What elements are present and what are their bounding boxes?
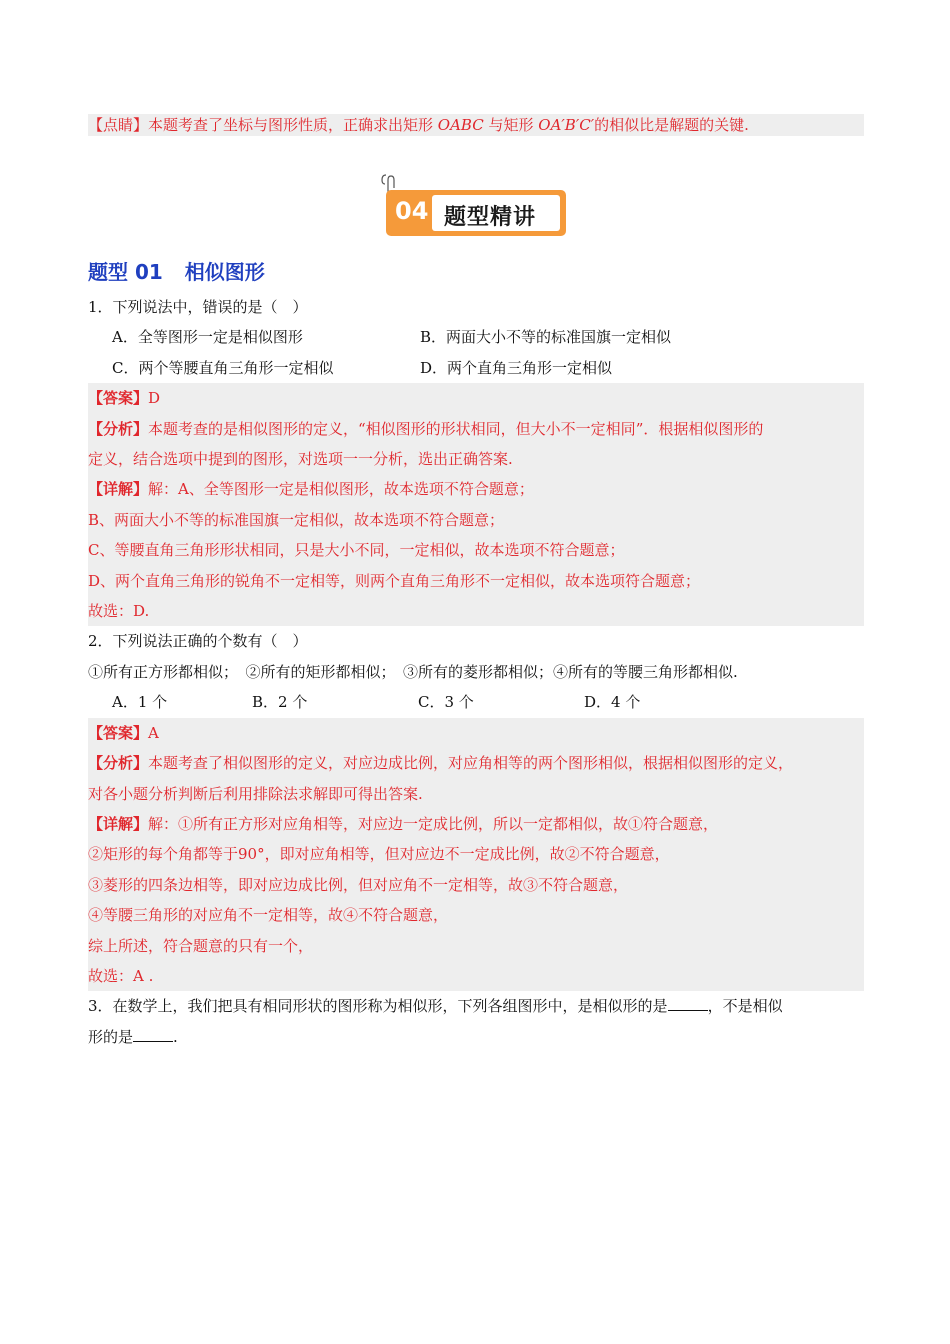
q1-detail-tag: 【详解】 (88, 480, 149, 499)
key-point-box (88, 114, 864, 136)
q2-detail-1: 解：①所有正方形对应角相等，对应边一定成比例，所以一定都相似，故①符合题意， (148, 814, 719, 833)
q2-detail-tag: 【详解】 (88, 814, 149, 833)
q2-answer-tag: 【答案】 (88, 723, 149, 742)
q1-detail-1: 解：A、全等图形一定是相似图形，故本选项不符合题意； (148, 480, 534, 499)
q2-stem: 2．下列说法正确的个数有（ ） (88, 632, 308, 651)
banner-box (386, 190, 566, 236)
section-heading (88, 252, 864, 292)
banner-title-box (432, 195, 560, 231)
q1-detail-3: C、等腰直角三角形形状相同，只是大小不同，一定相似，故本选项不符合题意； (88, 541, 625, 560)
q1-stem: 1．下列说法中，错误的是（ ） (88, 298, 308, 316)
q2-detail-6: 故选：A . (88, 966, 154, 985)
q1-detail-5: 故选：D. (88, 602, 150, 621)
q2-option-b: B．2 个 (252, 693, 308, 712)
page-content (88, 114, 864, 1052)
q1-option-d: D．两个直角三角形一定相似 (420, 358, 613, 377)
q3-stem-b: ，不是相似 (707, 997, 783, 1016)
q1-solution (88, 383, 864, 626)
key-point-text-1: 本题考查了坐标与图形性质，正确求出矩形 (148, 116, 438, 134)
section-title: 相似图形 (184, 260, 265, 284)
q2-detail-4: ④等腰三角形的对应角不一定相等，故④不符合题意， (88, 906, 449, 925)
q2-detail-2: ②矩形的每个角都等于90°，即对应角相等，但对应边不一定成比例，故②不符合题意， (88, 845, 670, 864)
q3-stem-a: 3．在数学上，我们把具有相同形状的图形称为相似形，下列各组图形中，是相似形的是 (88, 997, 668, 1016)
banner-title: 题型精讲 (444, 205, 537, 230)
q2-option-c: C．3 个 (418, 693, 474, 712)
q2-analysis-tag: 【分析】 (88, 754, 149, 773)
q1-options-row-1 (88, 322, 864, 352)
q2-detail-3: ③菱形的四条边相等，即对应边成比例，但对应角不一定相等，故③不符合题意， (88, 875, 629, 894)
q3-blank-2 (133, 1027, 173, 1042)
q1-option-c: C．两个等腰直角三角形一定相似 (112, 358, 334, 377)
key-point-tag: 【点睛】 (88, 116, 149, 134)
q1-analysis-1: 本题考查的是相似图形的定义，“相似图形的形状相同，但大小不一定相同”．根据相似图形的 (148, 419, 764, 438)
q2-analysis-2: 对各小题分析判断后利用排除法求解即可得出答案. (88, 784, 423, 803)
q1-options-row-2 (88, 353, 864, 383)
q2-analysis-1: 本题考查了相似图形的定义，对应边成比例，对应角相等的两个图形相似，根据相似图形的定义， (148, 754, 794, 773)
q1-answer: D (148, 389, 161, 408)
rect-name-1: OABC (437, 116, 484, 134)
section-label: 题型 01 (88, 260, 163, 284)
q1-answer-tag: 【答案】 (88, 389, 149, 408)
q2-detail-5: 综上所述，符合题意的只有一个， (88, 936, 314, 955)
q1-analysis-2: 定义，结合选项中提到的图形，对选项一一分析，选出正确答案. (88, 450, 513, 469)
q3-stem-d: . (173, 1027, 178, 1046)
q3-stem-c: 形的是 (88, 1027, 134, 1046)
q3-stem-line-2 (88, 1022, 864, 1052)
q1-analysis-tag: 【分析】 (88, 419, 149, 438)
key-point-text-2: 与矩形 (483, 116, 539, 134)
q2-options (88, 687, 864, 717)
q1-detail-4: D、两个直角三角形的锐角不一定相等，则两个直角三角形不一定相似，故本选项符合题意； (88, 571, 701, 590)
key-point-text-3: 的相似比是解题的关键. (594, 116, 749, 134)
q1-option-b: B．两面大小不等的标准国旗一定相似 (420, 328, 672, 347)
q3-stem-line-1 (88, 991, 864, 1021)
q2-option-a: A．1 个 (112, 693, 168, 712)
q2-solution (88, 718, 864, 992)
q2-answer: A (148, 723, 159, 742)
q1-option-a: A．全等图形一定是相似图形 (112, 328, 303, 347)
q1-detail-2: B、两面大小不等的标准国旗一定相似，故本选项不符合题意； (88, 510, 505, 529)
q3-blank-1 (668, 996, 708, 1011)
q2-option-d: D．4 个 (584, 693, 641, 712)
q2-statements: ①所有正方形都相似； ②所有的矩形都相似； ③所有的菱形都相似；④所有的等腰三角形都相似. (88, 662, 738, 681)
section-banner (88, 136, 864, 244)
rect-name-2: OA′B′C′ (538, 116, 595, 134)
banner-number: 04 (395, 197, 429, 225)
